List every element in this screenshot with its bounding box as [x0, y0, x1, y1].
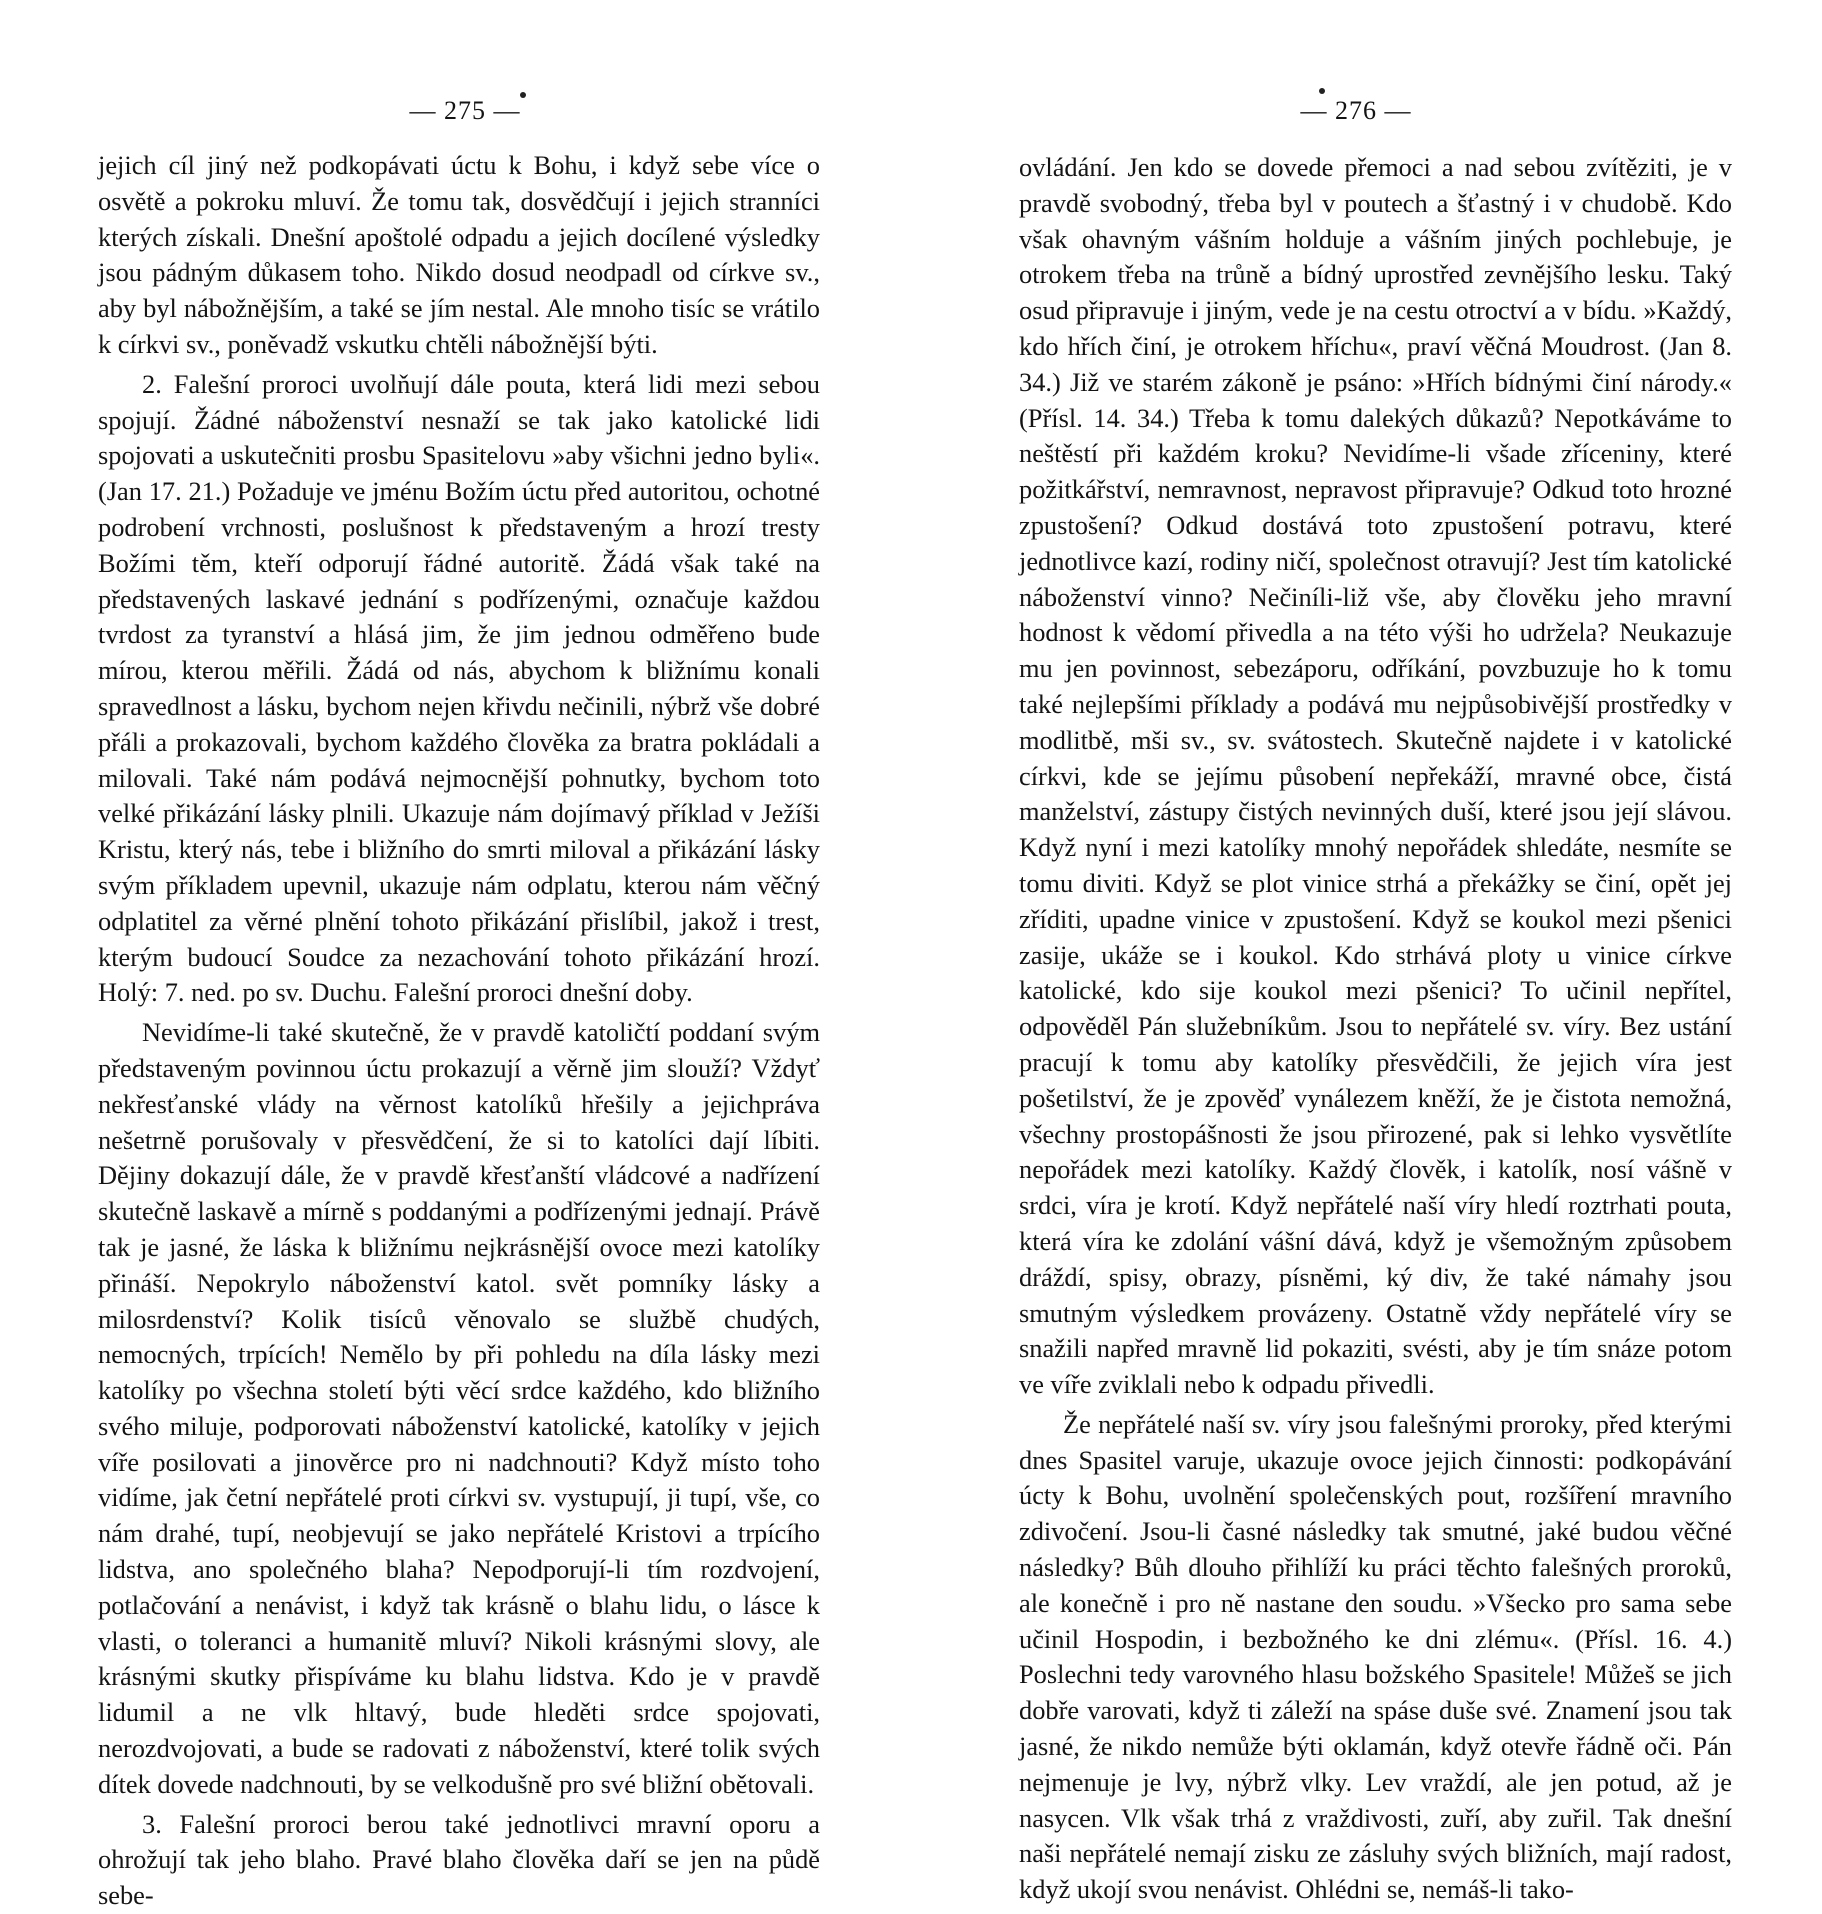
paragraph: 2. Falešní proroci uvolňují dále pouta, která lidi mezi sebou spojují. Žádné náboženství nesnaží se tak jako katolické lidi spojovati a uskutečniti prosbu Spasitelovu »aby všichni jedno byli«. (Jan 17. 21.) Požaduje ve jménu Božím úctu před autoritou, ochotné podrobení vrchnosti, poslušnost k představeným a hrozí tresty Božími těm, kteří odporují řádné autoritě. Žádá však také na představených laskavé jednání s podřízenými, označuje každou tvrdost za tyranství a hlásá jim, že jim jednou odměřeno bude mírou, kterou měřili. Žádá od nás, abychom k bližnímu konali spravedlnost a lásku, bychom nejen křivdu nečinili, nýbrž vše dobré přáli a prokazovali, bychom každého člověka za bratra pokládali a milovali. Také nám podává nejmocnější pohnutky, bychom toto velké přikázání lásky plnili. Ukazuje nám dojímavý příklad v Ježíši Kristu, který nás, tebe i bližního do smrti miloval a přikázání lásky svým příkladem upevnil, ukazuje nám odplatu, kterou nám věčný odplatitel za věrné plnění tohoto přikázání přislíbil, jakož i trest, kterým budoucí Soudce za nezachování tohoto přikázání hrozí. Holý: 7. ned. po sv. Duchu. Falešní proroci dnešní doby. — [98, 368, 820, 1008]
page-number: — 275 — — [409, 96, 521, 125]
paragraph: Že nepřátelé naší sv. víry jsou falešnými proroky, před kterými dnes Spasitel varuje, ukazuje ovoce jejich činnosti: podkopávání úcty k Bohu, uvolnění společenských pout, rozšíření mravního zdivočení. Jsou-li časné následky tak smutné, jaké budou věčné následky? Bůh dlouho přihlíží ku práci těchto falešných proroků, ale konečně i pro ně nastane den soudu. »Všecko pro sama sebe učinil Hospodin, i bezbožného ke dni zlému«. (Přísl. 16. 4.) Poslechni tedy varovného hlasu božského Spasitele! Můžeš se jich dobře varovati, když ti záleží na spáse duše své. Znamení jsou tak jasné, že nikdo nemůže býti oklamán, když otevře řádně oči. Pán nejmenuje je lvy, nýbrž vlky. Lev vraždí, ale jen potud, až je nasycen. Vlk však trhá z vraždivosti, zuří, aby zuřil. Tak dnešní naši nepřátelé nemají zisku ze zásluhy svých bližních, mají radost, když ukojí svou nenávist. Ohlédni se, nemáš-li tako- — [1019, 1408, 1732, 1905]
paragraph: jejich cíl jiný než podkopávati úctu k Bohu, i když sebe více o osvětě a pokroku mluví. Že tomu tak, dosvědčují i jejich stranníci kterých získali. Dnešní apoštolé odpadu a jejich docílené výsledky jsou pádným důkasem toho. Nikdo dosud neodpadl od církve sv., aby byl nábožnějším, a také se jím nestal. Ale mnoho tisíc se vrátilo k církvi sv., poněvadž vskutku chtěli nábožnější býti. — [98, 150, 820, 359]
right-page — [911, 0, 1822, 1905]
printer-dot — [1319, 88, 1325, 94]
paragraph: 3. Falešní proroci berou také jednotlivci mravní oporu a ohrožují tak jeho blaho. Pravé blaho člověka daří se jen na půdě sebe- — [98, 1808, 820, 1911]
page-body — [1019, 150, 1732, 1908]
paragraph: ovládání. Jen kdo se dovede přemoci a nad sebou zvítěziti, je v pravdě svobodný, třeba byl v poutech a šťastný i v chudobě. Kdo však ohavným vášním holduje a vášním jiných pochlebuje, je otrokem třeba na trůně a bídný uprostřed zevnějšího lesku. Taký osud připravuje i jiným, vede je na cestu otroctví a v bídu. »Každý, kdo hřích činí, je otrokem hříchu«, praví věčná Moudrost. (Jan 8. 34.) Již ve starém zákoně je psáno: »Hřích bídnými činí národy.« (Přísl. 14. 34.) Třeba k tomu dalekých důkazů? Nepotkáváme to neštěstí při každém kroku? Nevidíme-li všade zříceniny, které požitkářství, nemravnost, nepravost připravuje? Odkud toto hrozné zpustošení? Odkud dostává toto zpustošení potravu, které jednotlivce kazí, rodiny ničí, společnost otravují? Jest tím katolické náboženství vinno? Nečiníli-liž vše, aby člověku jeho mravní hodnost k vědomí přivedla a na této výši ho udržela? Neukazuje mu jen povinnost, sebezáporu, odříkání, povzbuzuje ho k tomu také nejlepšími příklady a podává mu nejpůsobivější prostředky v modlitbě, mši sv., sv. svátostech. Skutečně najdete i v katolické církvi, kde se jejímu působení nepřekáží, mravné obce, čistá manželství, zástupy čistých nevinných duší, které jsou její slávou. Když nyní i mezi katolíky mnohý nepořádek shledáte, nesmíte se tomu diviti. Když se plot vinice strhá a překážky se činí, opět jej zříditi, upadne vinice v zpustošení. Když se koukol mezi pšenici zasije, ukáže se i koukol. Kdo strhává ploty u vinice církve katolické, kdo sije koukol mezi pšenici? To učinil nepřítel, odpověděl Pán služebníkům. Jsou to nepřátelé sv. víry. Bez ustání pracují k tomu aby katolíky přesvědčili, že jejich víra jest pošetilství, že je zpověď vynálezem kněží, že je čistota nemožná, všechny prostopášnosti že jsou přirozené, pak si lehko vysvětlíte nepořádek mezi katolíky. Každý člověk, i katolík, nosí vášně v srdci, víra je krotí. Když nepřátelé naší víry hledí roztrhati pouta, která víra ke zdolání vášní dává, když je všemožným způsobem dráždí, spisy, obrazy, písněmi, ký div, že také námahy jsou smutným výsledkem provázeny. Ostatně vždy nepřátelé víry se snažili napřed mravně lid pokaziti, svésti, aby je tím snáze potom ve víře zviklali nebo k odpadu přivedli. — [1019, 152, 1732, 1400]
page-body — [98, 148, 820, 1914]
left-page — [0, 0, 911, 1911]
paragraph: Nevidíme-li také skutečně, že v pravdě katoličtí poddaní svým představeným povinnou úctu prokazují a věrně jim slouží? Vždyť nekřesťanské vlády na věrnost katolíků hřešily a jejichpráva nešetrně porušovaly v přesvědčení, že si to katolíci dají líbiti. Dějiny dokazují dále, že v pravdě křesťanští vládcové a nadřízení skutečně laskavě a mírně s poddanými a podřízenými jednají. Právě tak je jasné, že láska k bližnímu nejkrásnější ovoce mezi katolíky přináší. Nepokrylo náboženství katol. svět pomníky lásky a milosrdenství? Kolik tisíců věnovalo se službě chudých, nemocných, trpících! Nemělo by při pohledu na díla lásky mezi katolíky po všechna století býti věcí srdce každého, kdo bližního svého miluje, podporovati náboženství katolické, katolíky v jejich víře posilovati a jinověrce pro ni nadchnouti? Když místo toho vidíme, jak četní nepřátelé proti církvi sv. vystupují, ji tupí, vše, co nám drahé, tupí, neobjevují se jako nepřátelé Kristovi a trpícího lidstva, ano společného blaha? Nepodporují-li tím rozdvojení, potlačování a nenávist, i když tak krásně o blahu lidu, o lásce k vlasti, o toleranci a humanitě mluví? Nikoli krásnými slovy, ale krásnými skutky přispíváme ku blahu lidstva. Kdo je v pravdě lidumil a ne vlk hltavý, bude hleděti srdce spojovati, nerozdvojovati, a bude se radovati z náboženství, které tolik svých dítek dovede nadchnouti, by se velkodušně pro své bližní obětovali. — [98, 1017, 820, 1799]
page-number: — 276 — — [1300, 96, 1412, 125]
